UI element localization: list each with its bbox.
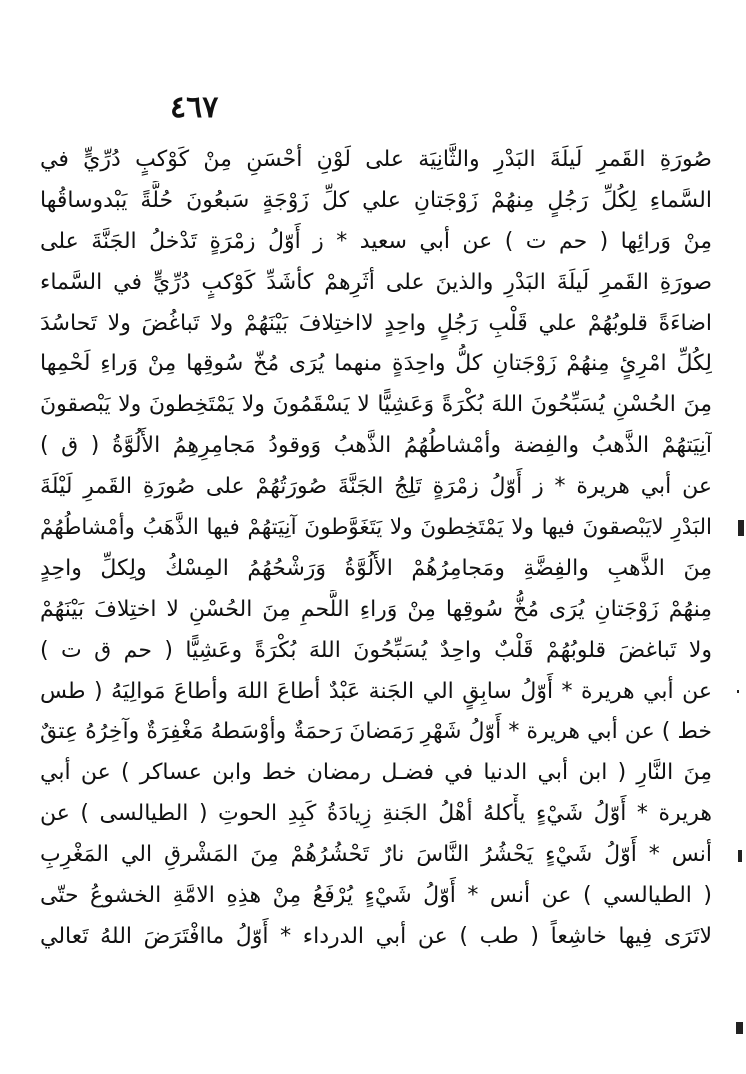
text-line: لِكُلِّ امْرِئٍ مِنهُمْ زَوْجَتانِ كلُّ واحِدَةٍ منهما يُرَى مُخّ سُوقِها مِنْ وَراءِ لَحْمِها xyxy=(40,351,712,377)
text-line: خط ) عن أبي هريرة * أَوّلُ شَهْرِ رَمَضانَ رَحمَةٌ وأوْسَطهُ مَغْفِرَةٌ وآخِرُهُ عِتقٌ xyxy=(40,719,712,745)
text-line: عن أبي هريرة * ز أَوّلُ زمْرَةٍ تَلِجُ الجَنَّةَ صُورَتُهُمْ على صُورَةِ القَمرِ لَيْلَةَ xyxy=(40,474,712,500)
text-line: أنس * أَوّلُ شَيْءٍ يَحْشُرُ النَّاسَ نارٌ تَحْشُرُهُمْ مِنَ المَشْرقِ الي المَغْرِبِ xyxy=(40,842,712,868)
page-number: ٤٦٧ xyxy=(170,90,219,125)
text-line: مِنَ الذَّهبِ والفِضَّةِ ومَجامِرُهُمْ الأَلُوَّةُ وَرَشْحُهُمُ المِسْكُ ولِكلِّ واحِدٍ xyxy=(40,555,712,581)
text-line: مِنهُمْ زَوْجَتانِ يُرَى مُخُّ سُوقِها مِنْ وَراءِ اللَّحمِ مِنَ الحُسْنِ لا اختِلافَ بَيْنَهُمْ xyxy=(40,596,712,622)
scan-edge-mark xyxy=(736,1022,743,1034)
text-line: البَدْرِ لايَبْصقونَ فيها ولا يَمْتَخِطونَ ولا يَتَغَوَّطونَ آنِيَتهُمْ فيها الذَّهَبُ وأمْشاطُهُمْ xyxy=(40,515,712,541)
text-line: عن أبي هريرة * أَوّلُ سابِقٍ الي الجَنة عَبْدٌ أطاعَ اللهَ وأطاعَ مَوالِيَهُ ( طس xyxy=(40,678,712,704)
text-line: صُورَةِ القَمرِ لَيلَةَ البَدْرِ والثَّانِيَة على لَوْنِ أحْسَنِ مِنْ كَوْكبٍ دُرِّيٍّ في xyxy=(40,147,712,172)
text-line: ( الطيالسي ) عن أنس * أَوّلُ شَيْءٍ يُرْفَعُ مِنْ هذِهِ الامَّةِ الخشوعُ حتّى xyxy=(40,883,712,909)
text-line: اضاءَةً قلوبُهُمْ علي قَلْبِ رَجُلٍ واحِدٍ لااختِلافَ بَيْنَهُمْ ولا تَباغُضَ ولا تَحاسُدَ xyxy=(40,310,712,336)
text-line: لاتَرَى فِيها خاشِعاً ( طب ) عن أبي الدرداء * أَوّلُ ماافْتَرَضَ اللهُ تَعالي xyxy=(40,923,712,949)
text-body xyxy=(40,140,712,958)
text-line: السَّماءِ لِكُلِّ رَجُلٍ مِنهُمْ زَوْجَتانِ علي كلِّ زَوْجَةٍ سَبعُونَ حُلَّةً يَبْدوساقُها xyxy=(40,187,712,213)
text-line: ولا تَباغضَ قلوبُهُمْ قَلْبٌ واحِدٌ يُسَبِّحُونَ اللهَ بُكْرَةً وعَشِيًّا ( حم ق ت ) xyxy=(40,637,712,663)
text-line: صورَةِ القَمرِ لَيلَةَ البَدْرِ والذينَ على أثَرِهمْ كأشَدِّ كَوْكبٍ دُرِّيٍّ في السَّماء xyxy=(40,269,712,295)
text-line: مِنْ وَرائِها ( حم ت ) عن أبي سعيد * ز أَوّلُ زمْرَةٍ تَدْخلُ الجَنَّةَ على xyxy=(40,228,712,254)
scan-edge-mark xyxy=(737,690,739,693)
scan-edge-mark xyxy=(738,850,742,862)
scan-edge-mark xyxy=(738,520,744,536)
text-line: هريرة * أَوّلُ شَيْءٍ يأْكلهُ أهْلُ الجَنةِ زِيادَةُ كَبِدِ الحوتِ ( الطيالسى ) عن xyxy=(40,801,712,827)
text-line: مِنَ النَّارِ ( ابن أبي الدنيا في فضـل رمضان خط وابن عساكر ) عن أبي xyxy=(40,760,712,786)
text-line: مِنَ الحُسْنِ يُسَبِّحُونَ اللهَ بُكْرَةً وَعَشِيًّا لا يَسْقَمُونَ ولا يَمْتَخِطونَ ولا يَبْصقونَ xyxy=(40,392,712,418)
text-line: آنِيَتهُمْ الذَّهبُ والفِضة وأمْشاطُهُمُ الذَّهبُ وَوقودُ مَجامِرِهِمُ الأَلُوَّةُ ( ق ) xyxy=(40,433,712,459)
